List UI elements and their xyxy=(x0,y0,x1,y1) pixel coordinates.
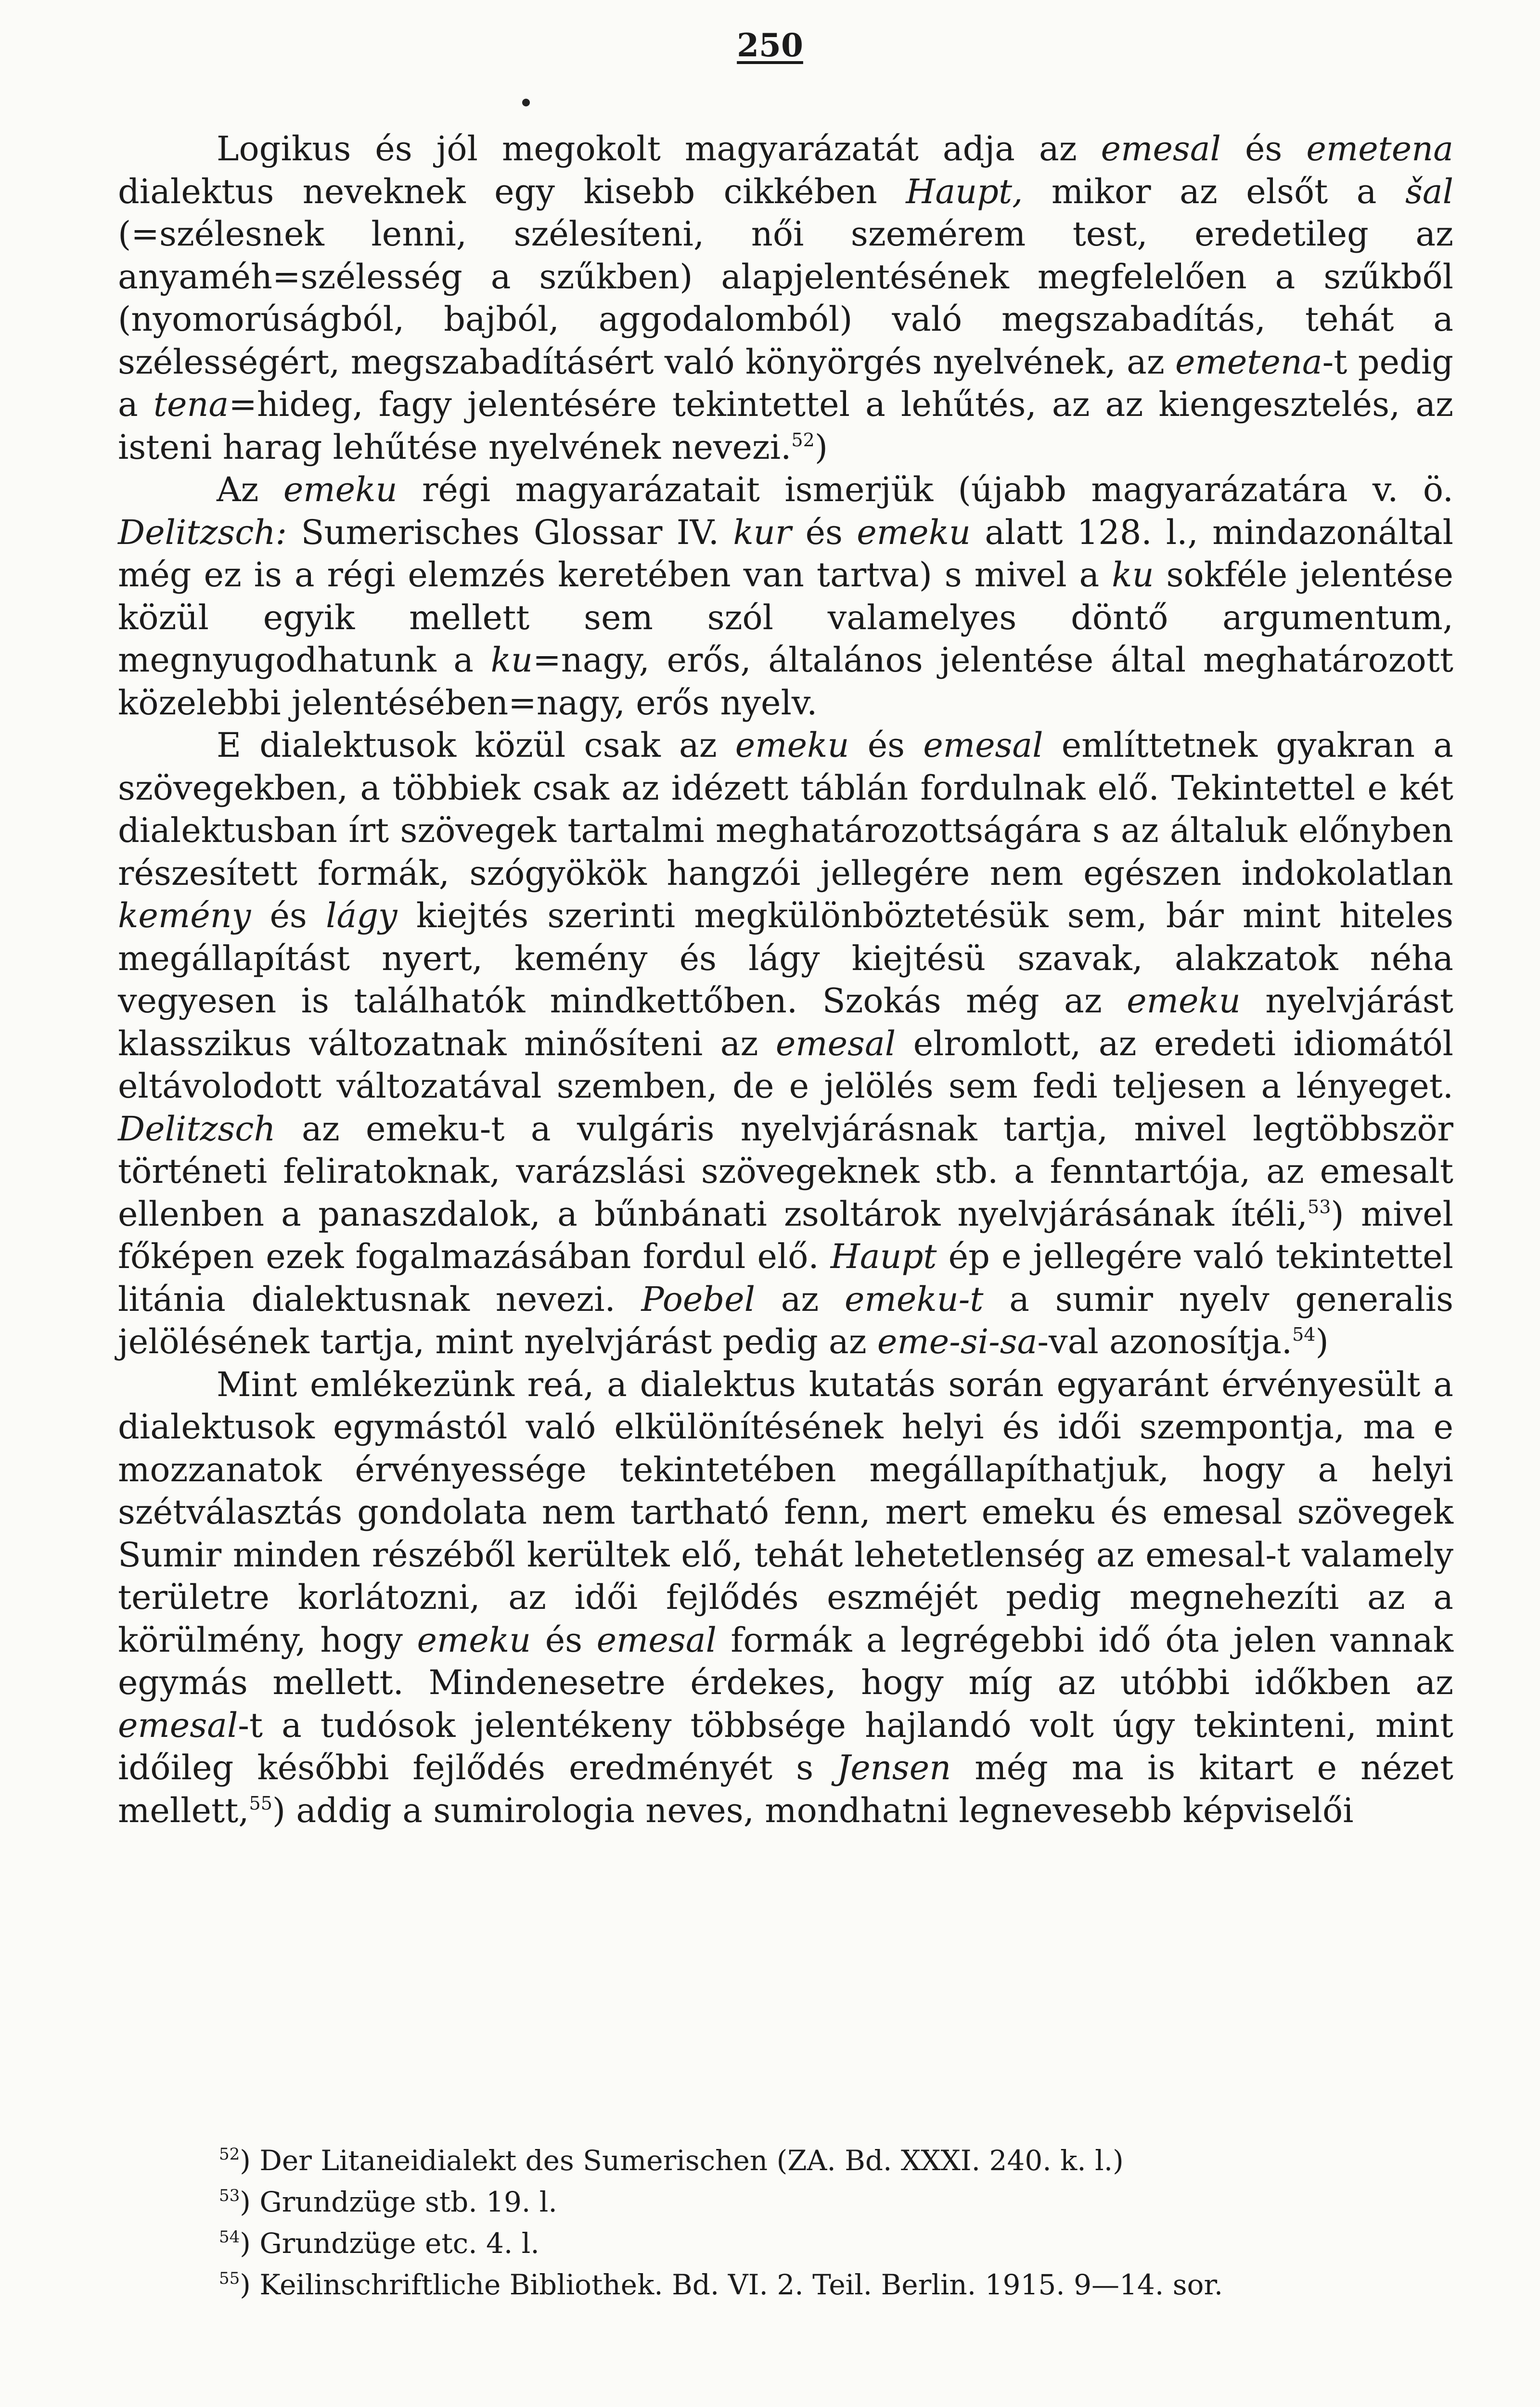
italic-term: kur xyxy=(733,512,792,552)
text-run: mikor az elsőt a xyxy=(1023,171,1405,211)
text-run: alatt 128. l., mindazonáltal még ez is a régi elemzés keretében van tartva) s mivel a xyxy=(118,512,1453,595)
text-run: régi magyarázatait ismerjük (újabb magyarázatára v. ö. xyxy=(397,470,1453,509)
italic-term: emesal xyxy=(775,1023,896,1063)
text-run: Sumerisches Glossar IV. xyxy=(287,512,733,552)
footnote xyxy=(219,2264,1470,2305)
italic-term: Haupt xyxy=(830,1237,937,1276)
italic-term: eme-si-sa xyxy=(877,1322,1038,1361)
text-run: elromlott, az eredeti idiomától eltávolodott változatával szemben, de e jelölés sem fedi teljesen a lényeget. xyxy=(118,1023,1453,1106)
italic-term: kemény xyxy=(118,896,251,935)
footnote xyxy=(219,2181,1470,2223)
italic-term: emesal xyxy=(118,1705,238,1745)
paragraph xyxy=(118,724,1453,1363)
paragraph xyxy=(118,468,1453,724)
text-run: és xyxy=(791,512,857,552)
text-run: dialektus neveknek egy kisebb cikkében xyxy=(118,171,906,211)
text-run: =nagy, erős, általános jelentése által meghatározott közelebbi jelentésében=nagy, erős nyelv. xyxy=(118,640,1453,723)
text-run: formák a legrégebbi idő óta jelen vannak egymás mellett. Mindenesetre érdekes, hogy míg az utóbbi időkben az xyxy=(118,1620,1453,1702)
text-run: -t a tudósok jelentékeny többsége hajlandó volt úgy tekinteni, mint időileg későbbi fejlődés eredményét s xyxy=(118,1705,1453,1787)
italic-term: emetena xyxy=(1306,129,1453,168)
text-run: kiejtés szerinti megkülönböztetésük sem, bár mint hiteles megállapítást nyert, kemény és lágy kiejtésü szavak, alakzatok néha vegyesen is találhatók mindkettőben. Szokás még az xyxy=(118,896,1453,1021)
text-run: és xyxy=(531,1620,597,1660)
text-run: (=szélesnek lenni, szélesíteni, női szemérem test, eredetileg az anyaméh=szélesség a szűkben) alapjelentésének megfelelően a szűkből (nyomorúságból, bajból, aggodalomból) való megszabadítás, tehát a szélességért, megszabadításért való könyörgés nyelvének, az xyxy=(118,214,1453,382)
text-run: még ma is kitart e nézet mellett, xyxy=(118,1748,1453,1830)
italic-term: emesal xyxy=(923,725,1043,765)
italic-term: tena xyxy=(153,385,229,424)
footnote xyxy=(219,2223,1470,2264)
italic-term: Jensen xyxy=(837,1748,951,1787)
italic-term: lágy xyxy=(326,896,398,935)
text-run: ) mivel főképen ezek fogalmazásában fordul elő. xyxy=(118,1194,1453,1276)
italic-term: Delitzsch: xyxy=(118,512,287,552)
footnote-number: 55 xyxy=(219,2269,240,2288)
italic-term: emeku xyxy=(283,470,398,509)
text-run: és xyxy=(849,725,924,765)
text-run: E dialektusok közül csak az xyxy=(217,725,735,765)
italic-term: emeku xyxy=(417,1620,531,1660)
footnote-ref: 54 xyxy=(1292,1324,1316,1345)
footnote-ref: 55 xyxy=(249,1792,272,1814)
italic-term: Delitzsch xyxy=(118,1109,276,1149)
ink-dot xyxy=(522,99,530,106)
footnote-ref: 52 xyxy=(791,429,815,451)
text-run: ) addig a sumirologia neves, mondhatni legnevesebb képviselői xyxy=(272,1790,1354,1830)
paragraph xyxy=(118,1363,1453,1832)
footnote-text: ) Grundzüge etc. 4. l. xyxy=(240,2227,539,2260)
text-run: az emeku-t a vulgáris nyelvjárásnak tartja, mivel legtöbbször történeti feliratoknak, varázslási szövegeknek stb. a fenntartója, az emesalt ellenben a panaszdalok, a bűnbánati zsoltárok nyelvjárásának ítéli, xyxy=(118,1109,1453,1234)
italic-term: emeku-t xyxy=(845,1279,984,1319)
page-number: 250 xyxy=(737,26,803,64)
text-run: említtetnek gyakran a szövegekben, a többiek csak az idézett táblán fordulnak elő. Tekintettel e két dialektusban írt szövegek tartalmi meghatározottságára s az általuk előnyben részesített formák, szógyökök hangzói jellegére nem egészen indokolatlan xyxy=(118,725,1454,893)
footnote-text: ) Grundzüge stb. 19. l. xyxy=(240,2186,557,2218)
italic-term: emeku xyxy=(857,512,971,552)
text-run: és xyxy=(1220,129,1307,168)
italic-term: emetena xyxy=(1175,342,1322,382)
text-run: nyelvjárást klasszikus változatnak minősíteni az xyxy=(118,981,1453,1063)
italic-term: ku xyxy=(490,640,533,680)
body-text xyxy=(118,128,1453,1832)
footnote-text: ) Keilinschriftliche Bibliothek. Bd. VI. 2. Teil. Berlin. 1915. 9—14. sor. xyxy=(240,2268,1223,2301)
footnote-number: 52 xyxy=(219,2145,240,2164)
footnote-number: 54 xyxy=(219,2227,240,2247)
text-run: az xyxy=(755,1279,845,1319)
text-run: =hideg, fagy jelentésére tekintettel a lehűtés, az az kiengesztelés, az isteni harag lehűtése nyelvének nevezi. xyxy=(118,385,1453,467)
text-run: -t pedig a xyxy=(118,342,1453,424)
text-run: Logikus és jól megokolt magyarázatát adja az xyxy=(217,129,1101,168)
text-run: ) xyxy=(1315,1322,1329,1361)
text-run: sokféle jelentése közül egyik mellett sem szól valamelyes döntő argumentum, megnyugodhatunk a xyxy=(118,555,1453,680)
italic-term: ku xyxy=(1112,555,1154,595)
text-run: Mint emlékezünk reá, a dialektus kutatás során egyaránt érvényesült a dialektusok egymástól való elkülönítésének helyi és idői szempontja, ma e mozzanatok érvényessége tekintetében megállapíthatjuk, hogy a helyi szétválasztás gondolata nem tartható fenn, mert emeku és emesal szövegek Sumir minden részéből kerültek elő, tehát lehetetlenség az emesal-t valamely területre korlátozni, az idői fejlődés eszméjét pedig megnehezíti az a körülmény, hogy xyxy=(118,1364,1453,1660)
footnote-number: 53 xyxy=(219,2186,240,2205)
text-run: ép e jellegére való tekintettel litánia dialektusnak nevezi. xyxy=(118,1237,1453,1319)
text-run: ) xyxy=(814,427,828,467)
text-run: Az xyxy=(217,470,283,509)
italic-term: emeku xyxy=(735,725,849,765)
footnote xyxy=(219,2140,1470,2181)
text-run: a sumir nyelv generalis jelölésének tartja, mint nyelvjárást pedig az xyxy=(118,1279,1453,1361)
italic-term: Haupt, xyxy=(906,171,1023,211)
footnote-ref: 53 xyxy=(1308,1196,1331,1217)
paragraph xyxy=(118,128,1453,468)
text-run: -val azonosítja. xyxy=(1037,1322,1293,1361)
text-run: és xyxy=(251,896,326,935)
italic-term: šal xyxy=(1405,171,1453,211)
footnote-text: ) Der Litaneidialekt des Sumerischen (ZA. Bd. XXXI. 240. k. l.) xyxy=(240,2144,1124,2177)
footnotes xyxy=(219,2140,1470,2305)
italic-term: emesal xyxy=(596,1620,717,1660)
italic-term: emesal xyxy=(1101,129,1221,168)
italic-term: emeku xyxy=(1127,981,1241,1021)
italic-term: Poebel xyxy=(641,1279,755,1319)
